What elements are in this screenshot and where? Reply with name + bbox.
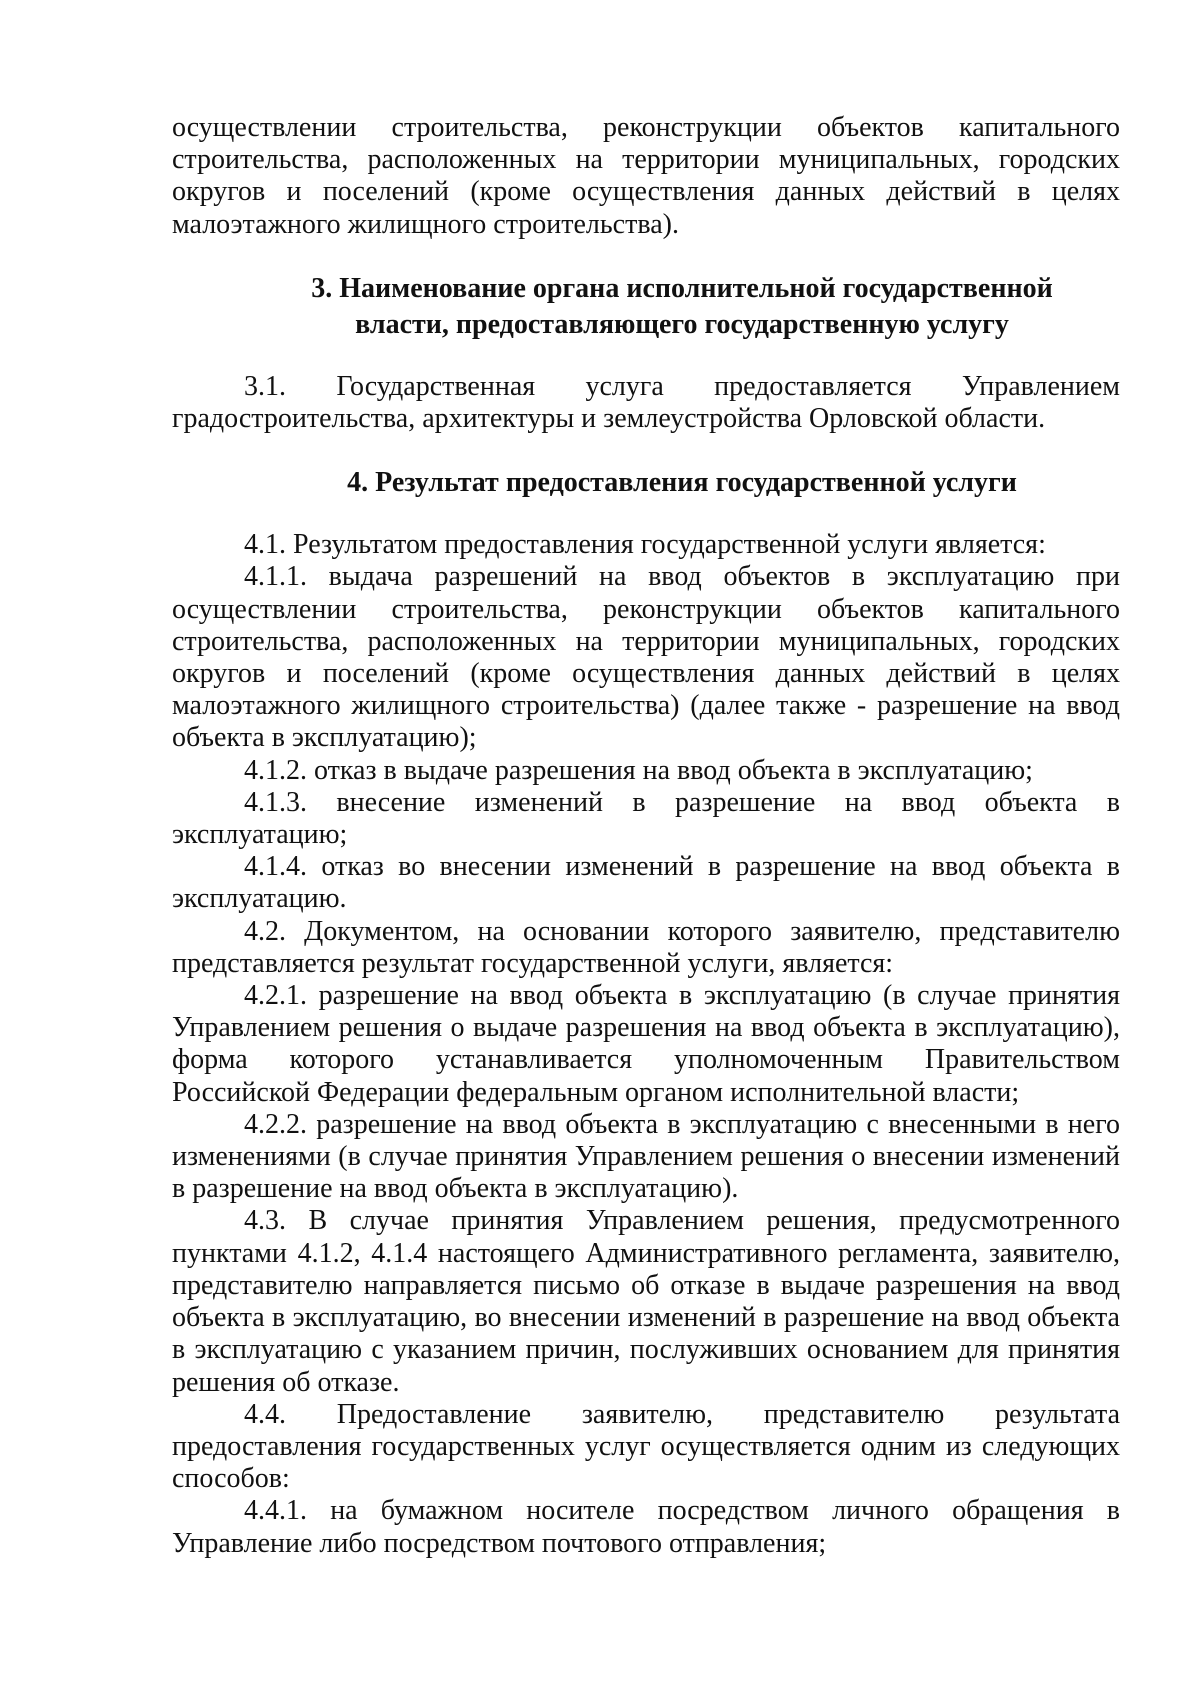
paragraph-4-3: 4.3. В случае принятия Управлением решения, предусмотренного пунктами 4.1.2, 4.1.4 настоящего Административного регламента, заявителю, представителю направляется письмо об отказе в выдаче разрешения на ввод объекта в эксплуатацию, во внесении изменений в разрешение на ввод объекта в эксплуатацию с указанием причин, послуживших основанием для принятия решения об отказе. — [172, 1205, 1120, 1398]
paragraph-4-4: 4.4. Предоставление заявителю, представителю результата предоставления государственных услуг осуществляется одним из следующих способов: — [172, 1398, 1120, 1495]
paragraph-4-2: 4.2. Документом, на основании которого заявителю, представителю представляется результат государственной услуги, является: — [172, 915, 1120, 979]
spacer — [172, 343, 1120, 371]
document-page — [172, 112, 1120, 1560]
section-3-heading-line-1: 3. Наименование органа исполнительной государственной — [311, 272, 1053, 304]
section-4-heading: 4. Результат предоставления государственной услуги — [347, 467, 1017, 499]
paragraph-4-1-1: 4.1.1. выдача разрешений на ввод объектов в эксплуатацию при осуществлении строительства, реконструкции объектов капитального строительства, расположенных на территории муниципальных, городских округов и поселений (кроме осуществления данных действий в целях малоэтажного жилищного строительства) (далее также - разрешение на ввод объекта в эксплуатацию); — [172, 561, 1120, 754]
paragraph-3-1: 3.1. Государственная услуга предоставляется Управлением градостроительства, архитектуры и землеустройства Орловской области. — [172, 370, 1120, 435]
spacer — [172, 501, 1120, 529]
paragraph-4-1: 4.1. Результатом предоставления государственной услуги является: — [244, 529, 1046, 561]
intro-paragraph: осуществлении строительства, реконструкции объектов капитального строительства, расположенных на территории муниципальных, городских округов и поселений (кроме осуществления данных действий в целях малоэтажного жилищного строительства). — [172, 112, 1120, 240]
paragraph-4-1-3: 4.1.3. внесение изменений в разрешение на ввод объекта в эксплуатацию; — [172, 786, 1120, 851]
section-3-heading-line-2: власти, предоставляющего государственную услугу — [355, 308, 1009, 340]
paragraph-4-1-2: 4.1.2. отказ в выдаче разрешения на ввод объекта в эксплуатацию; — [244, 754, 1033, 786]
paragraph-4-2-1: 4.2.1. разрешение на ввод объекта в эксплуатацию (в случае принятия Управлением решения о выдаче разрешения на ввод объекта в эксплуатацию), форма которого устанавливается уполномоченным Правительством Российской Федерации федеральным органом исполнительной власти; — [172, 980, 1120, 1108]
paragraph-4-4-1: 4.4.1. на бумажном носителе посредством личного обращения в Управление либо посредством почтового отправления; — [172, 1495, 1120, 1559]
paragraph-4-2-2: 4.2.2. разрешение на ввод объекта в эксплуатацию с внесенными в него изменениями (в случае принятия Управлением решения о внесении изменений в разрешение на ввод объекта в эксплуатацию). — [172, 1108, 1120, 1205]
paragraph-4-1-4: 4.1.4. отказ во внесении изменений в разрешение на ввод объекта в эксплуатацию. — [172, 851, 1120, 915]
spacer — [172, 435, 1120, 465]
spacer — [172, 241, 1120, 271]
